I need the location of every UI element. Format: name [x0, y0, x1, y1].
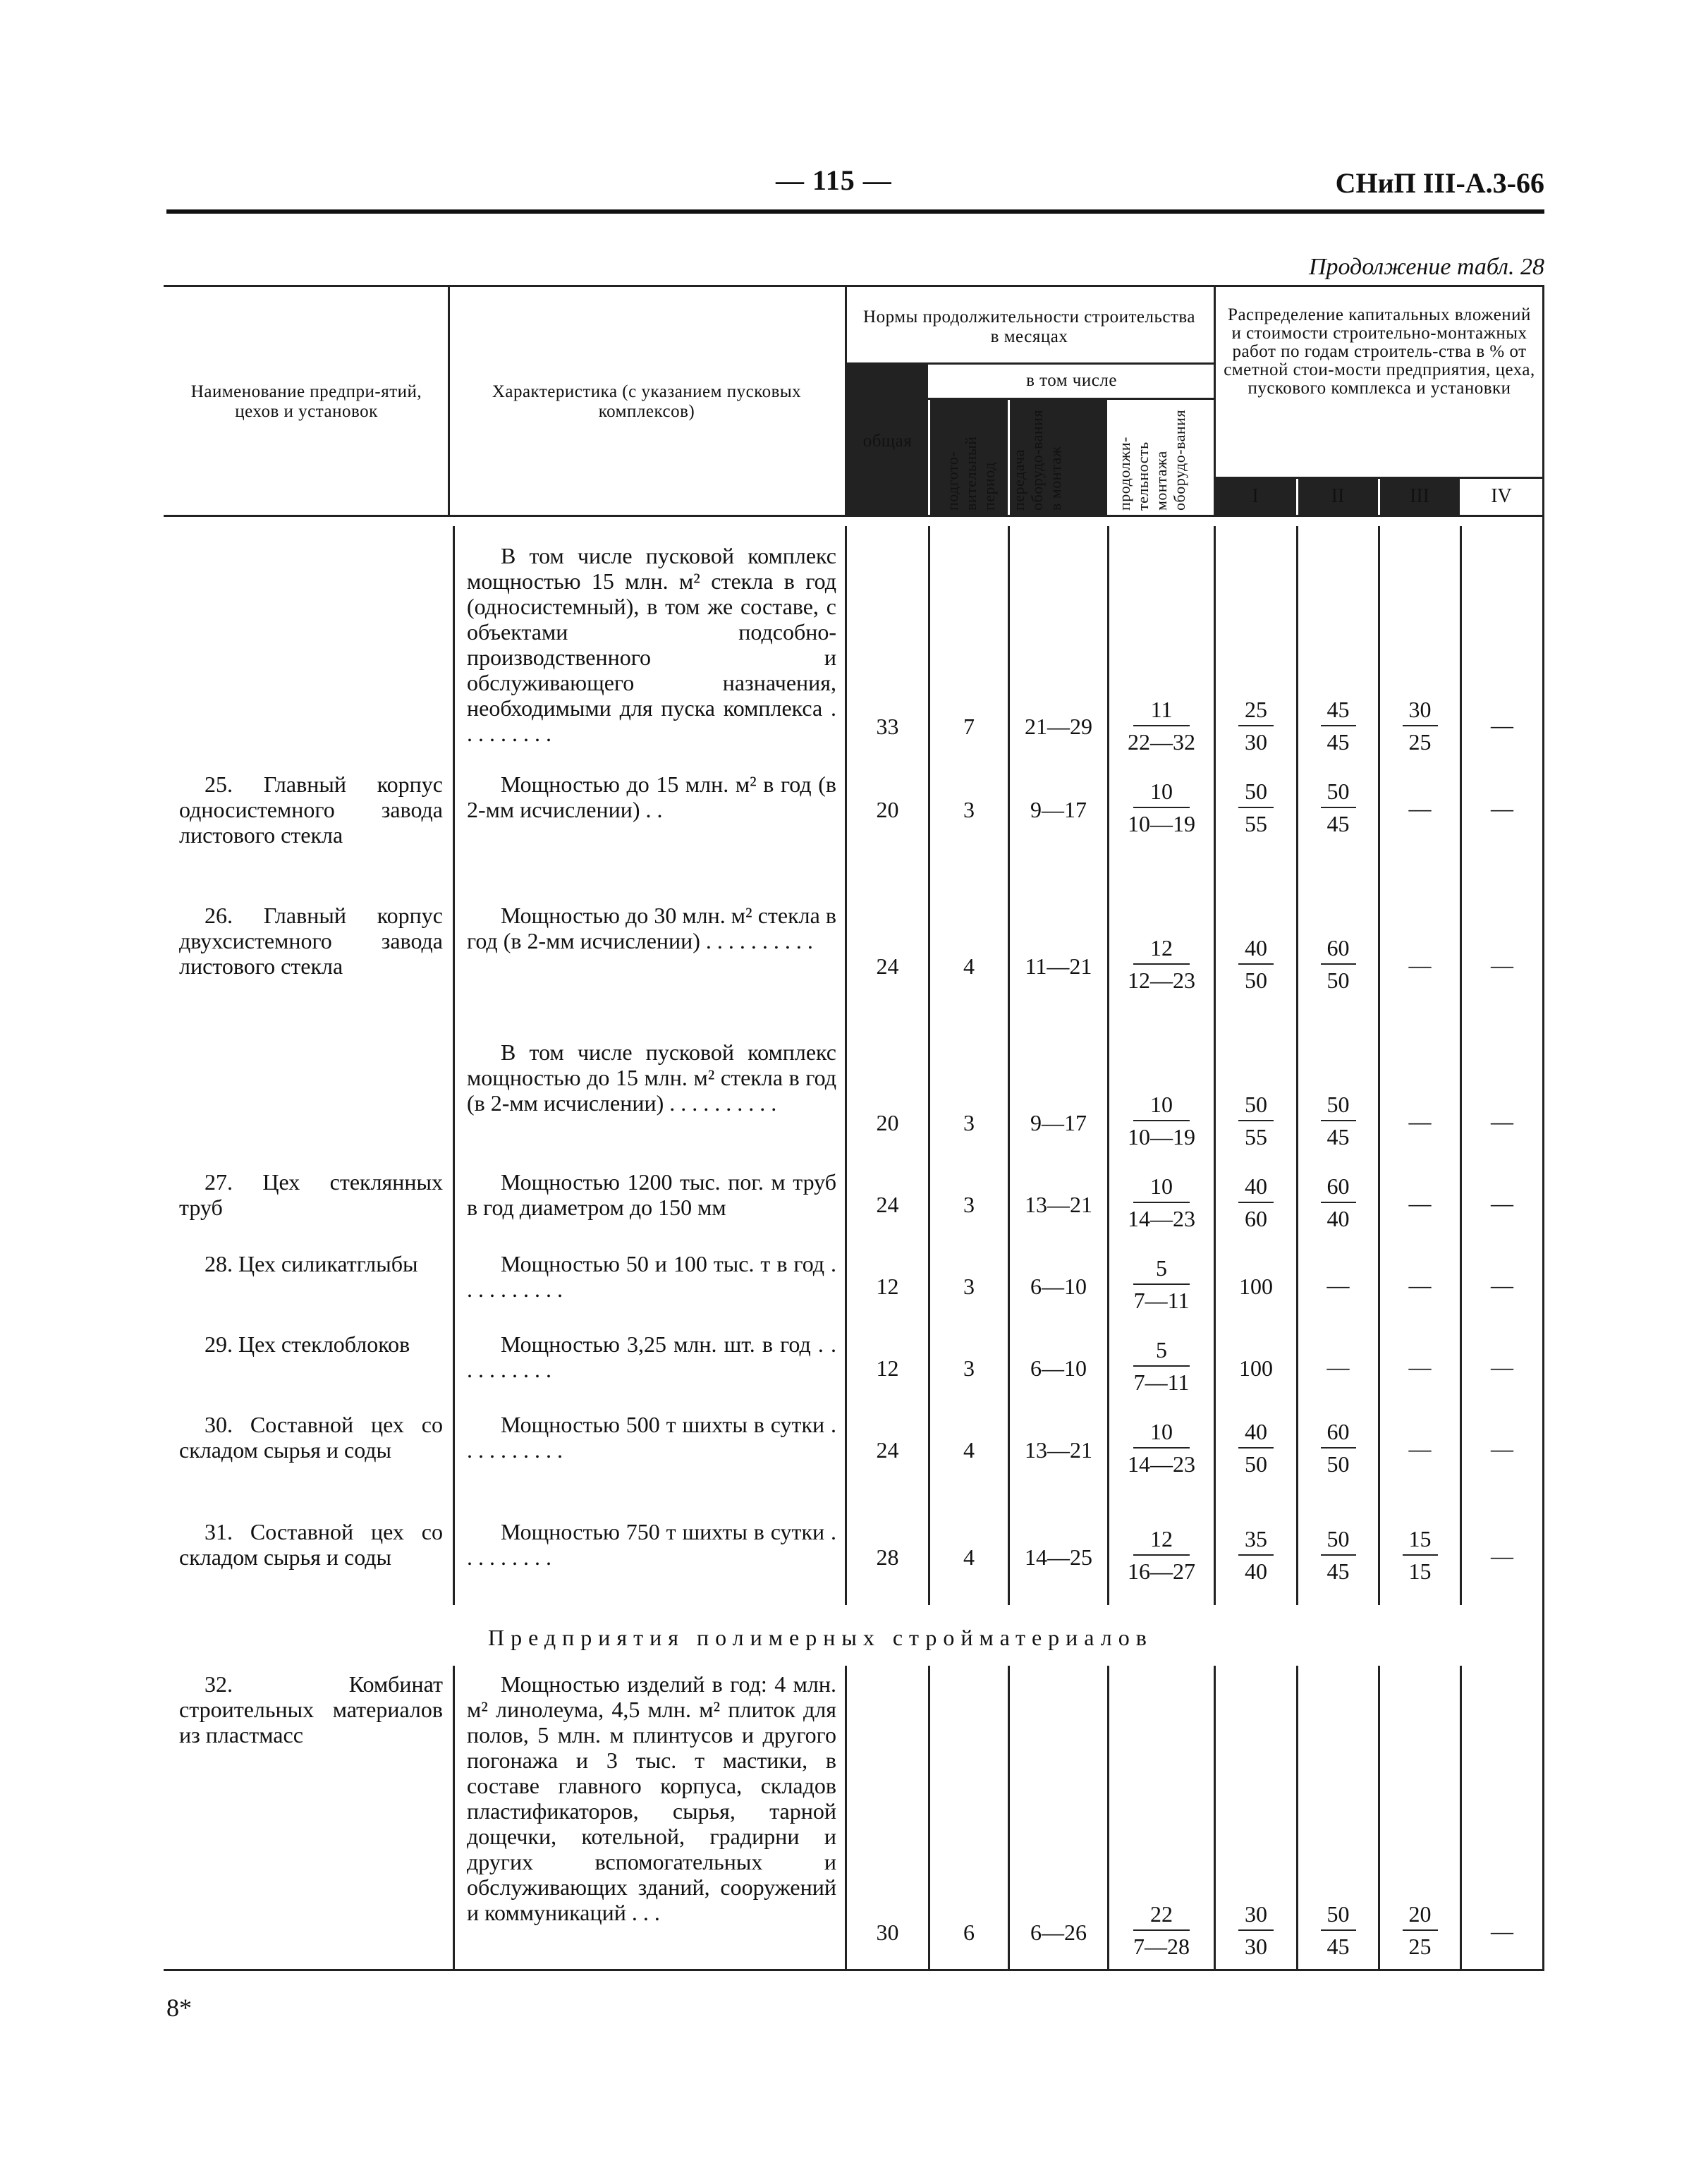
row-2-characteristic: Мощностью до 30 млн. м² стекла в год (в 2-мм исчислении) . . . . . . . . . .: [467, 903, 836, 953]
row-5-transfer: 6—10: [1030, 1274, 1087, 1299]
row-4-year2: 60 40: [1298, 1172, 1378, 1233]
row-5-year2: —: [1326, 1272, 1350, 1298]
row-2-year2: 60 50: [1298, 934, 1378, 994]
row-2-name: 26. Главный корпус двухсистемного завода листового стекла: [179, 903, 443, 979]
row-32-characteristic: Мощностью изделий в год: 4 млн. м² линолеума, 4,5 млн. м² плиток для полов, 5 млн. м плинтусов и другого погонажа и 3 тыс. т мастики, в составе главного корпуса, складов пластификаторов, сырья, тарной дощечки, котельной, градирни и других вспомогательных и обслуживающих зданий, сооружений и коммуникаций . . .: [467, 1671, 836, 1925]
row-8-year3: 15 15: [1380, 1525, 1460, 1585]
row-3-year3: —: [1408, 1109, 1432, 1134]
page-number: — 115 —: [776, 164, 892, 196]
row-8-year2: 50 45: [1298, 1525, 1378, 1585]
header-general: общая: [862, 432, 913, 451]
row-3-characteristic: В том числе пусковой комплекс мощностью до 15 млн. м² стекла в год (в 2-мм исчислении) . . . . . . . . . .: [467, 1039, 836, 1116]
row-4-characteristic: Мощностью 1200 тыс. пог. м труб в год диаметром до 150 мм: [467, 1169, 836, 1220]
row-5-mounting: 5 7—11: [1133, 1255, 1190, 1313]
row-1-year2: 50 45: [1298, 777, 1378, 838]
row-32-year3: 20 25: [1380, 1900, 1460, 1960]
row-6-mounting: 5 7—11: [1133, 1337, 1190, 1395]
row-8-general: 28: [876, 1544, 899, 1570]
table-bottom-border: [164, 1969, 1544, 1971]
row-1-general: 20: [876, 797, 899, 822]
row-5-year4: —: [1491, 1272, 1513, 1298]
header-norms-title: Нормы продолжительности строительства в месяцах: [863, 307, 1195, 346]
body-col-line-1: [453, 526, 455, 1605]
row-7-mounting: 10 14—23: [1128, 1419, 1195, 1477]
header-rule: [166, 209, 1544, 214]
row-4-name: 27. Цех стеклянных труб: [179, 1169, 443, 1220]
row-8-year4: —: [1491, 1543, 1513, 1568]
header-including: в том числе: [1026, 371, 1117, 390]
header-year-3: III: [1410, 485, 1429, 507]
row-0-prep: 7: [963, 714, 975, 739]
row-7-year4: —: [1491, 1436, 1513, 1461]
row-5-general: 12: [876, 1274, 899, 1299]
row-4-year1: 40 60: [1216, 1172, 1296, 1233]
row-2-year4: —: [1491, 952, 1513, 977]
norms-table: [164, 285, 1544, 1977]
row-0-year1: 25 30: [1216, 695, 1296, 756]
header-prep-period: подгото-вительный период: [944, 436, 998, 511]
row-8-year1: 35 40: [1216, 1525, 1296, 1585]
row-4-year3: —: [1408, 1190, 1432, 1216]
row-7-year3: —: [1408, 1436, 1432, 1461]
row-7-general: 24: [876, 1437, 899, 1463]
section-title-polymer: Предприятия полимерных стройматериалов: [488, 1625, 1153, 1650]
row-7-year2: 60 50: [1298, 1417, 1378, 1478]
table-continued-note: Продолжение табл. 28: [1308, 254, 1544, 280]
row-32-transfer: 6—26: [1030, 1920, 1087, 1945]
row-3-transfer: 9—17: [1030, 1110, 1087, 1135]
row-2-prep: 4: [963, 953, 975, 979]
row-2-general: 24: [876, 953, 899, 979]
norms-subheader-line: [845, 362, 1214, 365]
including-subheader-line: [928, 398, 1214, 400]
table-top-border: [164, 285, 1544, 287]
row-0-characteristic: В том числе пусковой комплекс мощностью 15 млн. м² стекла в год (односистемный), в том же составе, с объектами подсобно-производственного и обслуживающего назначения, необходимыми для пуска комплекса . . . . . . . . .: [467, 543, 836, 746]
row-0-year3: 30 25: [1380, 695, 1460, 756]
row-4-prep: 3: [963, 1192, 975, 1217]
header-characteristic-column: Характеристика (с указанием пусковых комплексов): [492, 382, 802, 421]
row-7-year1: 40 50: [1216, 1417, 1296, 1478]
table-right-border: [1542, 285, 1544, 1971]
row-3-general: 20: [876, 1110, 899, 1135]
row-6-year1: 100: [1239, 1355, 1273, 1381]
row-0-general: 33: [876, 714, 899, 739]
header-distribution-title: Распределение капитальных вложений и стоимости строительно-монтажных работ по годам строитель-ства в % от сметной стои-мости предприятия, цеха, пускового комплекса и установки: [1224, 305, 1535, 398]
col-divider-name: [448, 285, 450, 515]
row-6-characteristic: Мощностью 3,25 млн. шт. в год . . . . . . . . . .: [467, 1331, 836, 1382]
body2-col-line-1: [453, 1666, 455, 1969]
row-7-name: 30. Составной цех со складом сырья и соды: [179, 1412, 443, 1463]
row-4-mounting: 10 14—23: [1128, 1173, 1195, 1231]
row-5-year1: 100: [1239, 1274, 1273, 1299]
row-0-transfer: 21—29: [1025, 714, 1092, 739]
signature-mark: 8*: [166, 1994, 192, 2022]
row-1-year4: —: [1491, 795, 1513, 821]
row-1-year3: —: [1408, 795, 1432, 821]
row-6-year2: —: [1326, 1354, 1350, 1379]
row-1-prep: 3: [963, 797, 975, 822]
header-mounting-duration: продолжи-тельность монтажа оборудо-вания: [1116, 409, 1188, 511]
row-0-year2: 45 45: [1298, 695, 1378, 756]
row-7-prep: 4: [963, 1437, 975, 1463]
row-32-prep: 6: [963, 1920, 975, 1945]
row-8-characteristic: Мощностью 750 т шихты в сутки . . . . . . . . .: [467, 1519, 836, 1570]
row-32-mounting: 22 7—28: [1133, 1901, 1190, 1959]
row-4-general: 24: [876, 1192, 899, 1217]
header-name-column: Наименование предпри-ятий, цехов и установок: [190, 382, 422, 421]
row-1-characteristic: Мощностью до 15 млн. м² в год (в 2-мм исчислении) . .: [467, 772, 836, 822]
header-year-1: I: [1252, 485, 1259, 507]
row-3-year1: 50 55: [1216, 1090, 1296, 1151]
row-2-year1: 40 50: [1216, 934, 1296, 994]
header-year-2: II: [1331, 485, 1345, 507]
row-4-year4: —: [1491, 1190, 1513, 1216]
row-1-year1: 50 55: [1216, 777, 1296, 838]
row-5-prep: 3: [963, 1274, 975, 1299]
row-8-name: 31. Составной цех со складом сырья и соды: [179, 1519, 443, 1570]
row-6-year3: —: [1408, 1354, 1432, 1379]
row-7-characteristic: Мощностью 500 т шихты в сутки . . . . . . . . . .: [467, 1412, 836, 1463]
row-2-transfer: 11—21: [1025, 953, 1092, 979]
header-equipment-transfer: передача оборудо-вания в монтаж: [1010, 409, 1064, 511]
row-2-mounting: 12 12—23: [1128, 935, 1195, 993]
row-4-transfer: 13—21: [1025, 1192, 1092, 1217]
row-3-prep: 3: [963, 1110, 975, 1135]
row-5-year3: —: [1408, 1272, 1432, 1298]
row-3-year4: —: [1491, 1109, 1513, 1134]
header-year-4: IV: [1491, 485, 1512, 507]
row-32-year4: —: [1491, 1918, 1513, 1944]
row-2-year3: —: [1408, 952, 1432, 977]
row-32-general: 30: [876, 1920, 899, 1945]
row-7-transfer: 13—21: [1025, 1437, 1092, 1463]
table-header-bottom-border: [164, 515, 1544, 517]
row-1-mounting: 10 10—19: [1128, 779, 1195, 836]
row-32-name: 32. Комбинат строительных материалов из пластмасс: [179, 1671, 443, 1748]
row-0-mounting: 11 22—32: [1128, 697, 1195, 755]
row-1-name: 25. Главный корпус односистемного завода листового стекла: [179, 772, 443, 848]
row-6-general: 12: [876, 1355, 899, 1381]
row-8-transfer: 14—25: [1025, 1544, 1092, 1570]
row-6-transfer: 6—10: [1030, 1355, 1087, 1381]
document-code: СНиП III-А.3-66: [1335, 167, 1544, 199]
row-0-year4: —: [1491, 712, 1513, 738]
row-6-prep: 3: [963, 1355, 975, 1381]
row-6-name: 29. Цех стеклоблоков: [205, 1331, 410, 1357]
row-5-name: 28. Цех силикатглыбы: [205, 1251, 418, 1276]
row-3-mounting: 10 10—19: [1128, 1092, 1195, 1149]
row-6-year4: —: [1491, 1354, 1513, 1379]
row-5-characteristic: Мощностью 50 и 100 тыс. т в год . . . . . . . . . .: [467, 1251, 836, 1302]
row-8-mounting: 12 16—27: [1128, 1526, 1195, 1584]
row-32-year1: 30 30: [1216, 1900, 1296, 1960]
row-8-prep: 4: [963, 1544, 975, 1570]
row-1-transfer: 9—17: [1030, 797, 1087, 822]
row-32-year2: 50 45: [1298, 1900, 1378, 1960]
row-3-year2: 50 45: [1298, 1090, 1378, 1151]
